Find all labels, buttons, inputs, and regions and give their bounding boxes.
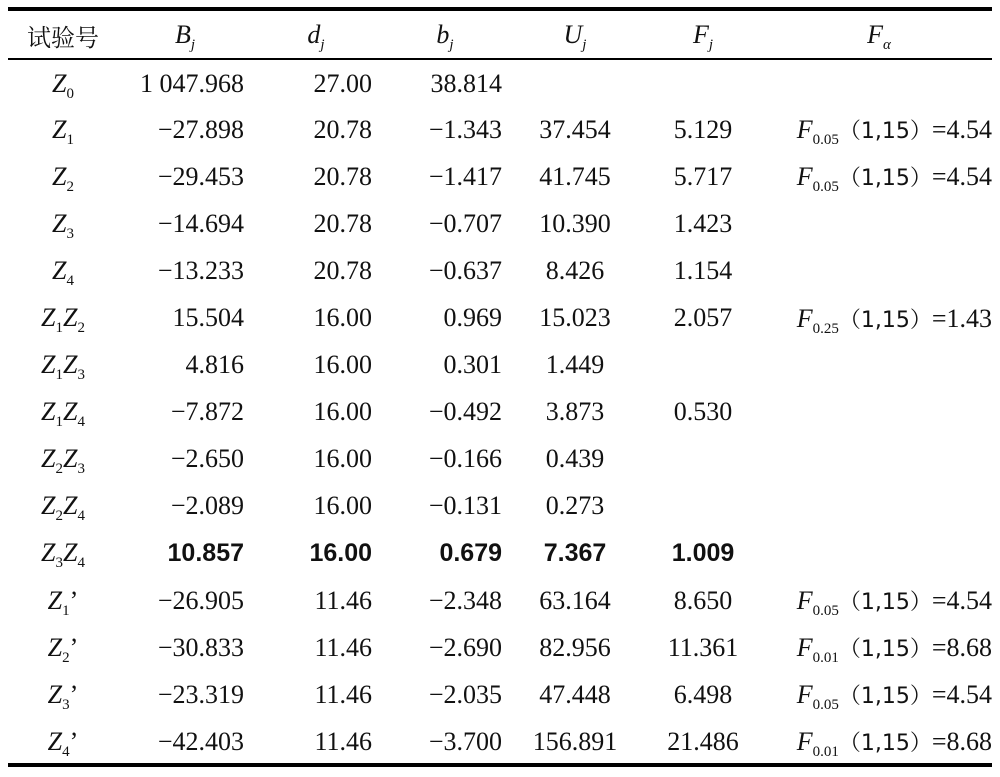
- trial-var-2: Z: [63, 538, 78, 568]
- table-row: [8, 247, 992, 294]
- cell-Falpha: [766, 200, 992, 247]
- trial-prime: ’: [69, 585, 79, 615]
- trial-var-2: Z: [63, 350, 78, 380]
- cell-U: [510, 59, 640, 106]
- cell-Falpha: [766, 106, 992, 153]
- cell-d: 16.00: [313, 491, 372, 521]
- falpha-value: =4.54: [931, 115, 992, 145]
- trial-sub-2: 4: [77, 555, 85, 572]
- trial-id: [8, 153, 118, 200]
- header-Falpha-symbol: F: [867, 20, 883, 49]
- trial-var: Z: [52, 208, 67, 238]
- trial-sub-1: 4: [62, 743, 70, 760]
- header-U: [510, 11, 640, 59]
- table-row: [8, 294, 992, 341]
- cell-U: 0.273: [545, 491, 605, 521]
- trial-id: [8, 342, 118, 389]
- header-F: [640, 11, 766, 59]
- trial-sub-1: 2: [55, 461, 63, 478]
- cell-d: 27.00: [313, 69, 372, 99]
- header-trial: 试验号: [27, 23, 99, 52]
- trial-id: [8, 200, 118, 247]
- falpha-value: =8.68: [931, 633, 992, 663]
- falpha-symbol: F: [796, 727, 813, 757]
- trial-sub-1: 1: [55, 320, 63, 337]
- cell-B: −23.319: [157, 679, 244, 709]
- cell-B: 10.857: [167, 538, 244, 567]
- cell-Falpha: [766, 436, 992, 483]
- cell-U: 0.439: [545, 444, 605, 474]
- cell-F: [640, 483, 766, 530]
- trial-sub-2: 3: [77, 367, 85, 384]
- trial-sub-1: 4: [66, 272, 74, 289]
- table-row: [8, 671, 992, 718]
- header-d-symbol: d: [307, 20, 321, 49]
- cell-B: −7.872: [170, 397, 244, 427]
- trial-prime: ’: [69, 632, 79, 662]
- cell-d: 20.78: [313, 161, 372, 191]
- cell-Falpha: [766, 389, 992, 436]
- cell-Falpha: [766, 153, 992, 200]
- cell-B: −26.905: [157, 585, 244, 615]
- table-row: [8, 624, 992, 671]
- trial-var-2: Z: [63, 444, 78, 474]
- cell-U: 10.390: [539, 208, 611, 238]
- trial-var-2: Z: [63, 491, 78, 521]
- trial-id: [8, 294, 118, 341]
- cell-U: 82.956: [539, 632, 611, 662]
- header-F-sub: j: [708, 37, 714, 53]
- trial-var: Z: [47, 632, 63, 662]
- header-U-symbol: U: [563, 20, 583, 49]
- cell-U: 1.449: [545, 350, 605, 380]
- falpha-sub: 0.05: [812, 697, 839, 714]
- cell-Falpha: [766, 247, 992, 294]
- cell-b: 38.814: [430, 69, 502, 99]
- trial-sub-1: 1: [62, 602, 70, 619]
- trial-sub-2: 4: [77, 508, 85, 525]
- cell-d: 11.46: [314, 632, 372, 662]
- falpha-value: =8.68: [931, 727, 992, 757]
- table-row: [8, 200, 992, 247]
- cell-U: 47.448: [539, 679, 611, 709]
- header-F-symbol: F: [692, 20, 709, 49]
- falpha-args: （1,15）: [838, 731, 932, 757]
- cell-B: 15.504: [172, 303, 244, 333]
- header-d: [252, 11, 380, 59]
- header-B-sub: j: [190, 37, 196, 53]
- header-B: [118, 11, 252, 59]
- trial-var: Z: [52, 69, 67, 99]
- trial-var: Z: [52, 255, 67, 285]
- cell-d: 16.00: [313, 350, 372, 380]
- falpha-symbol: F: [796, 303, 813, 333]
- cell-b: −2.035: [428, 679, 502, 709]
- table-row: [8, 106, 992, 153]
- cell-d: 11.46: [314, 585, 372, 615]
- falpha-symbol: F: [796, 115, 813, 145]
- cell-Falpha: [766, 530, 992, 577]
- cell-d: 20.78: [313, 114, 372, 144]
- cell-b: −0.637: [428, 255, 502, 285]
- anova-table: [8, 11, 992, 765]
- trial-var: Z: [41, 491, 56, 521]
- trial-id: [8, 718, 118, 765]
- cell-B: −2.650: [170, 444, 244, 474]
- cell-F: 1.423: [673, 208, 733, 238]
- trial-id: [8, 624, 118, 671]
- cell-Falpha: [766, 671, 992, 718]
- cell-F: 21.486: [667, 726, 739, 756]
- cell-B: −14.694: [157, 208, 244, 238]
- table-row: [8, 483, 992, 530]
- trial-sub-1: 1: [66, 131, 74, 148]
- trial-sub-2: 4: [77, 414, 85, 431]
- cell-d: 16.00: [313, 444, 372, 474]
- header-b: [380, 11, 510, 59]
- falpha-sub: 0.05: [812, 603, 839, 620]
- cell-Falpha: [766, 342, 992, 389]
- trial-var: Z: [52, 161, 67, 191]
- cell-F: 0.530: [673, 397, 733, 427]
- cell-b: 0.969: [443, 303, 502, 333]
- trial-var-2: Z: [63, 397, 78, 427]
- trial-var: Z: [47, 679, 63, 709]
- trial-sub-1: 3: [62, 696, 70, 713]
- trial-id: [8, 59, 118, 106]
- trial-sub-1: 2: [62, 649, 70, 666]
- cell-b: −0.166: [428, 444, 502, 474]
- cell-F: 2.057: [673, 303, 733, 333]
- falpha-args: （1,15）: [838, 637, 932, 663]
- cell-d: 11.46: [314, 726, 372, 756]
- cell-U: 15.023: [539, 303, 611, 333]
- cell-B: −30.833: [157, 632, 244, 662]
- trial-id: [8, 247, 118, 294]
- cell-b: −2.348: [428, 585, 502, 615]
- cell-Falpha: [766, 294, 992, 341]
- cell-b: 0.301: [443, 350, 502, 380]
- table-row: [8, 530, 992, 577]
- falpha-args: （1,15）: [838, 684, 932, 710]
- cell-F: 6.498: [673, 679, 733, 709]
- cell-U: 8.426: [545, 255, 605, 285]
- cell-Falpha: [766, 483, 992, 530]
- cell-Falpha: [766, 577, 992, 624]
- cell-U: 156.891: [532, 726, 618, 756]
- trial-id: [8, 671, 118, 718]
- cell-b: −1.417: [428, 161, 502, 191]
- trial-id: [8, 530, 118, 577]
- cell-U: 7.367: [543, 538, 607, 567]
- cell-b: −3.700: [428, 726, 502, 756]
- cell-F: 5.717: [673, 161, 733, 191]
- falpha-sub: 0.05: [812, 179, 839, 196]
- cell-b: −0.131: [428, 491, 502, 521]
- falpha-args: （1,15）: [838, 307, 932, 333]
- falpha-args: （1,15）: [838, 119, 932, 145]
- cell-d: 20.78: [313, 208, 372, 238]
- trial-id: [8, 389, 118, 436]
- trial-sub-2: 2: [77, 320, 85, 337]
- trial-sub-1: 3: [66, 225, 74, 242]
- trial-id: [8, 106, 118, 153]
- cell-F: 8.650: [673, 585, 733, 615]
- trial-var: Z: [41, 538, 56, 568]
- cell-b: 0.679: [439, 538, 502, 567]
- trial-prime: ’: [69, 679, 79, 709]
- trial-var: Z: [52, 114, 67, 144]
- trial-sub-1: 2: [55, 508, 63, 525]
- table-row: [8, 718, 992, 765]
- cell-B: −2.089: [170, 491, 244, 521]
- trial-var: Z: [47, 585, 63, 615]
- trial-var-2: Z: [63, 303, 78, 333]
- trial-var: Z: [47, 726, 63, 756]
- cell-b: −0.492: [428, 397, 502, 427]
- header-b-sub: j: [449, 37, 454, 53]
- cell-U: 3.873: [545, 397, 605, 427]
- header-row: [8, 11, 992, 59]
- cell-b: −2.690: [428, 632, 502, 662]
- trial-sub-1: 0: [66, 86, 74, 103]
- cell-B: −42.403: [157, 726, 244, 756]
- trial-var: Z: [41, 350, 56, 380]
- falpha-symbol: F: [796, 586, 813, 616]
- falpha-symbol: F: [796, 680, 813, 710]
- cell-d: 11.46: [314, 679, 372, 709]
- falpha-value: =1.43: [931, 303, 992, 333]
- table-row: [8, 436, 992, 483]
- trial-prime: ’: [69, 726, 79, 756]
- trial-sub-1: 1: [55, 414, 63, 431]
- cell-B: −13.233: [157, 255, 244, 285]
- table-row: [8, 577, 992, 624]
- cell-d: 16.00: [313, 397, 372, 427]
- trial-sub-1: 2: [66, 178, 74, 195]
- header-Falpha-sub: α: [883, 37, 891, 53]
- header-Falpha: [766, 11, 992, 59]
- table-row: [8, 59, 992, 106]
- header-d-sub: j: [320, 37, 325, 53]
- trial-id: [8, 483, 118, 530]
- cell-F: [640, 59, 766, 106]
- falpha-sub: 0.05: [812, 132, 839, 149]
- cell-Falpha: [766, 718, 992, 765]
- cell-F: 1.154: [673, 255, 733, 285]
- cell-F: 1.009: [671, 538, 735, 567]
- falpha-value: =4.54: [931, 586, 992, 616]
- falpha-args: （1,15）: [838, 590, 932, 616]
- cell-F: [640, 342, 766, 389]
- cell-B: 4.816: [185, 350, 244, 380]
- header-U-sub: j: [582, 37, 587, 53]
- cell-b: −1.343: [428, 114, 502, 144]
- cell-B: −29.453: [157, 161, 244, 191]
- trial-id: [8, 436, 118, 483]
- cell-B: −27.898: [157, 114, 244, 144]
- table-row: [8, 342, 992, 389]
- cell-U: 37.454: [539, 114, 611, 144]
- trial-sub-1: 3: [55, 555, 63, 572]
- cell-F: 11.361: [667, 632, 739, 662]
- falpha-value: =4.54: [931, 162, 992, 192]
- cell-U: 63.164: [539, 585, 611, 615]
- header-b-symbol: b: [436, 20, 450, 49]
- trial-sub-1: 1: [55, 367, 63, 384]
- table-body: [8, 59, 992, 765]
- trial-var: Z: [41, 444, 56, 474]
- cell-F: [640, 436, 766, 483]
- falpha-value: =4.54: [931, 680, 992, 710]
- cell-B: 1 047.968: [140, 69, 244, 99]
- table-row: [8, 153, 992, 200]
- trial-id: [8, 577, 118, 624]
- falpha-symbol: F: [796, 633, 813, 663]
- cell-Falpha: [766, 624, 992, 671]
- trial-var: Z: [41, 303, 56, 333]
- table-row: [8, 389, 992, 436]
- trial-sub-2: 3: [77, 461, 85, 478]
- cell-d: 16.00: [309, 538, 372, 567]
- trial-var: Z: [41, 397, 56, 427]
- cell-d: 20.78: [313, 255, 372, 285]
- header-B-symbol: B: [174, 20, 191, 49]
- falpha-args: （1,15）: [838, 166, 932, 192]
- falpha-sub: 0.25: [812, 320, 839, 337]
- cell-U: 41.745: [539, 161, 611, 191]
- falpha-symbol: F: [796, 162, 813, 192]
- cell-b: −0.707: [428, 208, 502, 238]
- cell-F: 5.129: [673, 114, 733, 144]
- cell-d: 16.00: [313, 303, 372, 333]
- falpha-sub: 0.01: [812, 650, 839, 667]
- falpha-sub: 0.01: [812, 744, 839, 761]
- cell-Falpha: [766, 59, 992, 106]
